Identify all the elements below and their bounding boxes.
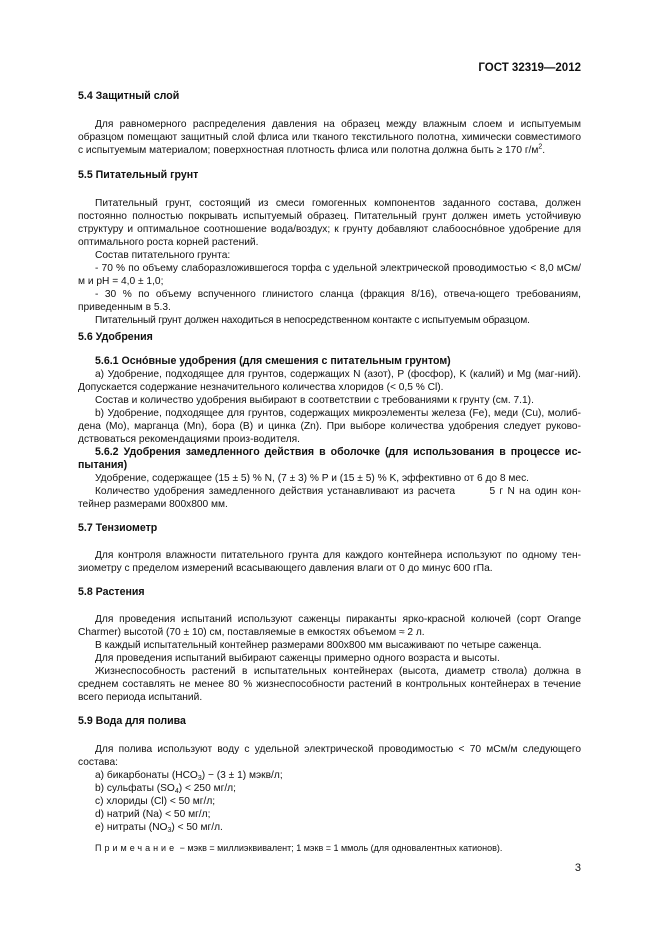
paragraph: - 30 % по объему вспученного глинистого сланца (фракция 8/16), отвеча-ющего требованиям, приведенным в 5.3. — [78, 289, 581, 313]
list-item: e) нитраты $(NO_3) < 50$ мг/л. — [95, 822, 223, 834]
note-text: − мэкв = миллиэквивалент; 1 мэкв = 1 ммоль (для одновалентных катионов). — [177, 843, 503, 853]
paragraph: b) Удобрение, подходящее для грунтов, содержащих микроэлементы железа (Fe), меди (Cu), молиб-дена (Mo), марганца (Mn), бора (B) и цинка (Zn). При выборе количества удобрения следует руково-дствоваться рекомендациями произ-водителя. — [78, 408, 581, 445]
document-header: ГОСТ 32319—2012 — [478, 62, 581, 74]
paragraph: Состав питательного грунта: — [95, 250, 231, 261]
note — [78, 842, 581, 855]
section-5-8-title: 5.8 Растения — [78, 586, 145, 598]
page-number: 3 — [574, 862, 581, 874]
section-5-9-title: 5.9 Вода для полива — [78, 715, 186, 727]
paragraph: Для проведения испытаний выбирают саженцы примерно одного возраста и высоты. — [95, 653, 500, 664]
water-composition-list — [78, 769, 581, 834]
paragraph: Для равномерного распределения давления на образец между влажным слоем и испытуемым образцом помещают защитный слой флиса или тканого текстильного полотна, химически совместимого с испытуемым материалом; поверхностная плотность флиса или полотна должна быть ≥ 170 $г/м^2$. — [78, 119, 581, 156]
paragraph: Для полива используют воду с удельной электрической проводимостью < 70 мСм/м следующего состава: — [78, 744, 581, 768]
section-5-6-body — [78, 355, 581, 511]
list-item: a) бикарбонаты $(HCO_3) - (3 \pm 1)$ мэкв/л; — [95, 770, 283, 782]
note-label: Примечание — [95, 843, 178, 853]
paragraph: В каждый испытательный контейнер размерами 800х800 мм высаживают по четыре саженца. — [95, 640, 542, 651]
section-5-4-title: 5.4 Защитный слой — [78, 90, 180, 102]
section-5-7-title: 5.7 Тензиометр — [78, 522, 158, 534]
paragraph: Жизнеспособность растений в испытательных контейнерах (высота, диаметр ствола) должна в среднем составлять не менее 80 % жизнеспособности растений в контрольных контейнерах в течение всего периода испытаний. — [78, 666, 581, 703]
section-5-5-body — [78, 197, 581, 327]
section-5-7-body — [78, 549, 581, 575]
subsection-5-6-2-title: 5.6.2 Удобрения замедленного действия в оболочке (для использования в процессе ис-пытания) — [78, 446, 581, 471]
section-5-5-title: 5.5 Питательный грунт — [78, 169, 199, 181]
paragraph: Количество удобрения замедленного действия устанавливают из расчета 5 г N на один кон-тейнер размерами 800х800 мм. — [78, 486, 581, 510]
paragraph: Питательный грунт должен находиться в непосредственном контакте с испытуемым образцом. — [95, 315, 530, 326]
paragraph: Для проведения испытаний используют саженцы пираканты ярко-красной колючей (сорт Orange Charmer) высотой (70 ± 10) см, поставляемые в емкостях объемом ≈ 2 л. — [78, 614, 581, 638]
section-5-6-title: 5.6 Удобрения — [78, 331, 153, 343]
section-5-9-body — [78, 743, 581, 855]
section-5-4-body — [78, 118, 581, 157]
paragraph: - 70 % по объему слаборазложившегося торфа с удельной электрической проводимостью < 8,0 мСм/м и pH = 4,0 ± 1,0; — [78, 263, 581, 287]
subsection-5-6-1-title: 5.6.1 Оснóвные удобрения (для смешения с питательным грунтом) — [95, 355, 451, 367]
paragraph: Удобрение, содержащее (15 ± 5) % N, (7 ± 3) % P и (15 ± 5) % K, эффективно от 6 до 8 мес. — [95, 473, 530, 484]
section-5-8-body — [78, 613, 581, 704]
paragraph: a) Удобрение, подходящее для грунтов, содержащих N (азот), P (фосфор), K (калий) и Mg (маг-ний). Допускается содержание незначительного количества хлоридов (< 0,5 % Cl). — [78, 369, 581, 393]
paragraph: Для контроля влажности питательного грунта для каждого контейнера используют по одному тен-зиометру с пределом измерений всасывающего давления влаги от 0 до минус 600 гПа. — [78, 550, 581, 574]
paragraph: Состав и количество удобрения выбирают в соответствии с требованиями к грунту (см. 7.1). — [95, 395, 534, 406]
paragraph: Питательный грунт, состоящий из смеси гомогенных компонентов заданного состава, должен постоянно полностью покрывать испытуемый образец. Питательный грунт должен иметь устойчивую структуру и оптимальное соотношение вода/воздух; к грунту добавляют слабооснóвное удобрение для оптимального роста корней растений. — [78, 198, 581, 248]
list-item: d) натрий (Na) < 50 мг/л; — [95, 809, 211, 820]
list-item: c) хлориды (Cl) < 50 мг/л; — [95, 796, 216, 807]
list-item: b) сульфаты $(SO_4) < 250$ мг/л; — [95, 783, 236, 795]
